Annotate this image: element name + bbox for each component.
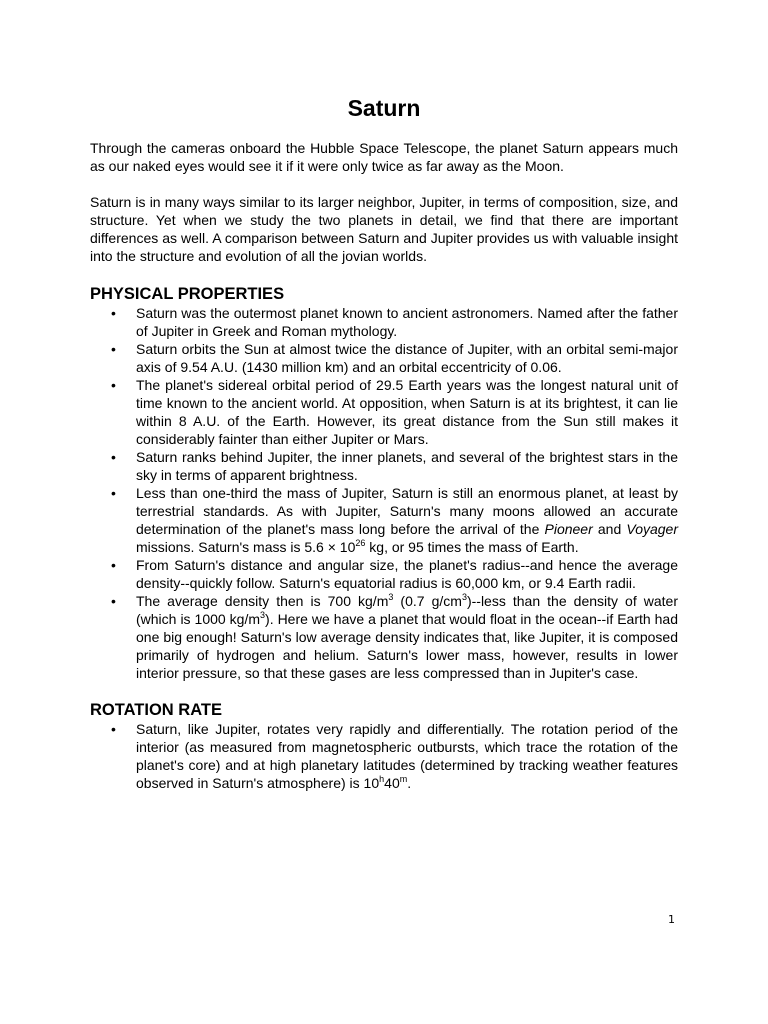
list-item-text: From Saturn's distance and angular size, the planet's radius--and hence the average density--quickly follow. Saturn's equatorial radius is 60,000 km, or 9.4 Earth radii. [136, 557, 678, 591]
list-item-text: Saturn was the outermost planet known to ancient astronomers. Named after the father of Jupiter in Greek and Roman mythology. [136, 305, 678, 339]
list-item [90, 448, 678, 484]
list-item [90, 720, 678, 792]
bullet-icon: • [111, 557, 116, 573]
document-page [90, 0, 678, 1024]
page-title: Saturn [347, 95, 421, 121]
bullet-icon: • [111, 377, 116, 393]
list-item [90, 376, 678, 448]
intro-paragraph-1: Through the cameras onboard the Hubble Space Telescope, the planet Saturn appears much as our naked eyes would see it if it were only twice as far away as the Moon. [90, 140, 678, 174]
section-heading-rotation-rate: ROTATION RATE [90, 701, 222, 719]
bullet-icon: • [111, 593, 116, 609]
list-item [90, 304, 678, 340]
physical-properties-list [90, 304, 678, 682]
voyager-mission: Voyager [626, 521, 678, 537]
list-item-text: Saturn ranks behind Jupiter, the inner planets, and several of the brightest stars in the sky in terms of apparent brightness. [136, 449, 678, 483]
list-item [90, 592, 678, 682]
bullet-icon: • [111, 341, 116, 357]
mass-exponent: 26 [355, 538, 366, 548]
list-item-text: Saturn orbits the Sun at almost twice the distance of Jupiter, with an orbital semi-major axis of 9.54 A.U. (1430 million km) and an orbital eccentricity of 0.06. [136, 341, 678, 375]
bullet-icon: • [111, 721, 116, 737]
list-item-text: Less than one-third the mass of Jupiter, Saturn is still an enormous planet, at least by terrestrial standards. As with Jupiter, Saturn's many moons allowed an accurate determination of the planet's mass long before the arrival of the Pioneer and Voyager missions. Saturn's mass is $5.6 \times 10^{26}$ kg, or 95 times the mass of Earth. [136, 485, 678, 555]
section-heading-physical-properties: PHYSICAL PROPERTIES [90, 285, 285, 303]
page-number: 1 [668, 913, 675, 926]
pioneer-mission: Pioneer [544, 521, 593, 537]
list-item-text: The average density then is 700 $kg/m^3$ (0.7 $g/cm^3)-$-less than the density of water (which is 1000 $kg/m^3$). Here we have a planet that would float in the ocean--if Earth had one big enough! Saturn's low average density indicates that, like Jupiter, it is composed primarily of hydrogen and helium. Saturn's lower mass, however, results in lower interior pressure, so that these gases are less compressed than in Jupiter's case. [136, 592, 679, 681]
list-item [90, 340, 678, 376]
list-item-text: The planet's sidereal orbital period of 29.5 Earth years was the longest natural unit of time known to the ancient world. At opposition, when Saturn is at its brightest, it can lie within 8 A.U. of the Earth. However, its great distance from the Sun still makes it considerably fainter than either Jupiter or Mars. [136, 377, 678, 447]
bullet-icon: • [111, 449, 116, 465]
bullet-icon: • [111, 305, 116, 321]
bullet-icon: • [111, 485, 116, 501]
rotation-rate-list [90, 720, 678, 792]
list-item [90, 556, 678, 592]
list-item-text: Saturn, like Jupiter, rotates very rapidly and differentially. The rotation period of the interior (as measured from magnetospheric outbursts, which trace the rotation of the planet's core) and at high planetary latitudes (determined by tracking weather features observed in Saturn's atmosphere) is 10$^h$40$^m$. [136, 721, 678, 791]
list-item [90, 484, 678, 556]
intro-paragraph-2: Saturn is in many ways similar to its larger neighbor, Jupiter, in terms of composition, size, and structure. Yet when we study the two planets in detail, we find that there are important differences as well. A comparison between Saturn and Jupiter provides us with valuable insight into the structure and evolution of all the jovian worlds. [90, 194, 678, 264]
